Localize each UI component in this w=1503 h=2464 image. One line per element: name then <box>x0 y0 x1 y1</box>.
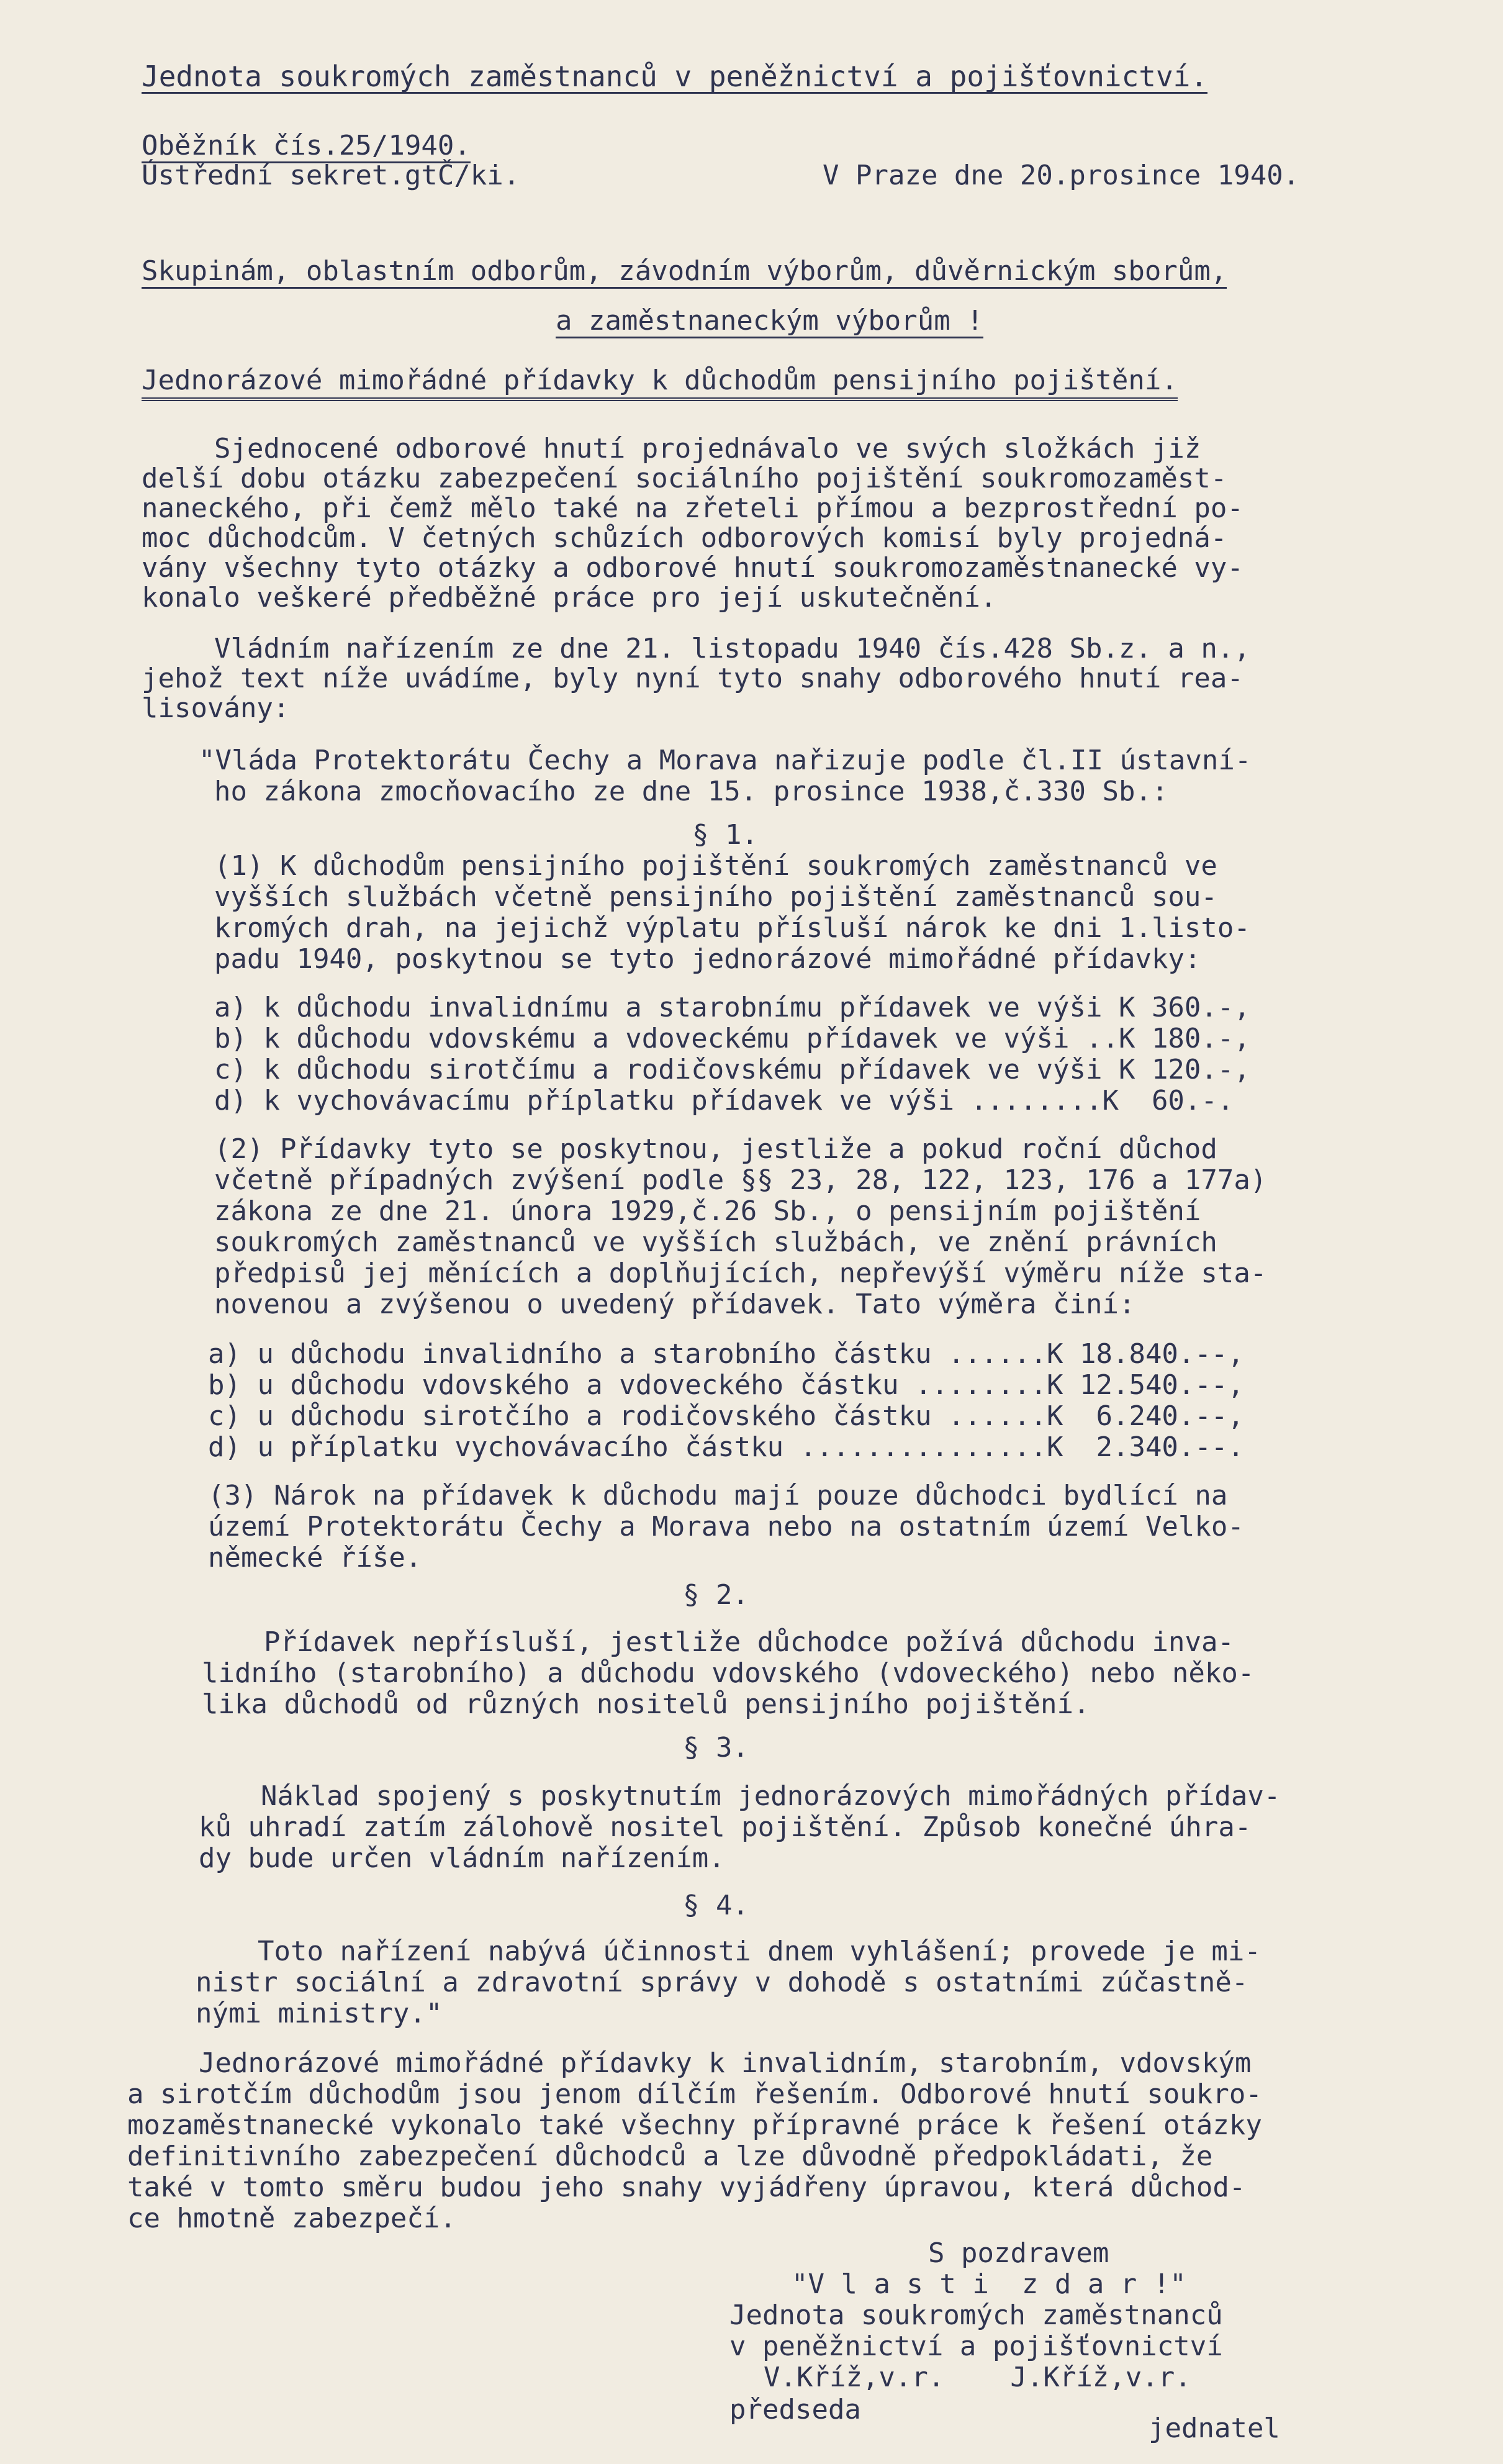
section-1-paragraph-3: území Protektorátu Čechy a Morava nebo na ostatním území Velko- <box>208 1511 1244 1542</box>
decree-head-line: "Vláda Protektorátu Čechy a Morava nařizuje podle čl.II ústavní- <box>199 745 1252 776</box>
signatory-names: V.Kříž,v.r. J.Kříž,v.r. <box>764 2362 1191 2393</box>
section-1-paragraph-1: kromých drah, na jejichž výplatu přísluší nárok ke dni 1.listo- <box>214 912 1250 944</box>
section-3-line: ků uhradí zatím zálohově nositel pojištění. Způsob konečné úhra- <box>199 1811 1252 1843</box>
limit-item: a) u důchodu invalidního a starobního částku ......K 18.840.--, <box>208 1338 1244 1370</box>
circular-number: Oběžník čís.25/1940. <box>142 130 471 163</box>
section-4-title: § 4. <box>683 1890 749 1921</box>
section-1-paragraph-2: zákona ze dne 21. února 1929,č.26 Sb., o pensijním pojištění <box>214 1195 1201 1227</box>
section-1-paragraph-1: vyšších službách včetně pensijního pojištění zaměstnanců sou- <box>214 881 1217 913</box>
closing-line: definitivního zabezpečení důchodců a lze důvodně předpokládati, že <box>127 2140 1213 2172</box>
section-1-paragraph-1: (1) K důchodům pensijního pojištění soukromých zaměstnanců ve <box>214 850 1217 882</box>
decree-head-line: ho zákona zmocňovacího ze dne 15. prosince 1938,č.330 Sb.: <box>214 776 1168 807</box>
intro-line: naneckého, při čemž mělo také na zřeteli přímou a bezprostřední po- <box>142 492 1243 524</box>
signature-organization: Jednota soukromých zaměstnanců <box>729 2299 1223 2331</box>
intro-line: delší dobu otázku zabezpečení sociálního pojištění soukromozaměst- <box>142 463 1227 494</box>
office-reference: Ústřední sekret.gtČ/ki. <box>142 160 520 191</box>
closing-line: ce hmotně zabezpečí. <box>127 2203 456 2234</box>
section-1-paragraph-2: novenou a zvýšenou o uvedený přídavek. Tato výměra činí: <box>214 1289 1135 1320</box>
section-3-line: Náklad spojený s poskytnutím jednorázových mimořádných přídav- <box>261 1780 1281 1812</box>
closing-line: také v tomto směru budou jeho snahy vyjádřeny úpravou, která důchod- <box>127 2172 1246 2203</box>
section-1-paragraph-3: německé říše. <box>208 1542 422 1574</box>
address-line-2: a zaměstnaneckým výborům ! <box>556 306 983 338</box>
section-1-paragraph-2: předpisů jej měnících a doplňujících, nepřevýší výměru níže sta- <box>214 1257 1267 1289</box>
section-1-paragraph-3: (3) Nárok na přídavek k důchodu mají pouze důchodci bydlící na <box>208 1480 1228 1511</box>
section-1-paragraph-2: (2) Přídavky tyto se poskytnou, jestliže a pokud roční důchod <box>214 1133 1217 1165</box>
section-4-line: nistr sociální a zdravotní správy v dohodě s ostatními zúčastně- <box>196 1967 1248 1998</box>
limit-item: c) u důchodu sirotčího a rodičovského částku ......K 6.240.--, <box>208 1400 1244 1432</box>
section-4-line: Toto nařízení nabývá účinnosti dnem vyhlášení; provede je mi- <box>258 1936 1261 1967</box>
section-2-title: § 2. <box>683 1579 749 1611</box>
section-2-line: lika důchodů od různých nositelů pensijního pojištění. <box>202 1688 1090 1720</box>
intro-line: konalo veškeré předběžné práce pro její uskutečnění. <box>142 582 997 614</box>
closing-line: mozaměstnanecké vykonalo také všechny přípravné práce k řešení otázky <box>127 2109 1262 2141</box>
intro-line: moc důchodcům. V četných schůzích odborových komisí byly projedná- <box>142 522 1227 554</box>
greeting: S pozdravem <box>928 2237 1109 2269</box>
section-3-line: dy bude určen vládním nařízením. <box>199 1842 725 1874</box>
section-4-line: nými ministry." <box>196 1998 443 2029</box>
signatory-role-secretary: jednatel <box>1149 2412 1280 2444</box>
subject-heading: Jednorázové mimořádné přídavky k důchodům pensijního pojištění. <box>142 365 1178 401</box>
allowance-item: d) k vychovávacímu příplatku přídavek ve výši ........K 60.-. <box>214 1085 1234 1116</box>
intro-line: vány všechny tyto otázky a odborové hnutí soukromozaměstnanecké vy- <box>142 552 1243 584</box>
closing-line: Jednorázové mimořádné přídavky k invalidním, starobním, vdovským <box>199 2047 1252 2079</box>
document-date: V Praze dne 20.prosince 1940. <box>823 160 1300 191</box>
limit-item: d) u příplatku vychovávacího částku ...............K 2.340.--. <box>208 1431 1244 1463</box>
section-2-line: Přídavek nepřísluší, jestliže důchodce požívá důchodu inva- <box>264 1626 1234 1658</box>
section-3-title: § 3. <box>683 1732 749 1764</box>
section-1-paragraph-1: padu 1940, poskytnou se tyto jednorázové mimořádné přídavky: <box>214 943 1201 975</box>
motto: "V l a s t i z d a r !" <box>792 2268 1186 2300</box>
section-2-line: lidního (starobního) a důchodu vdovského (vdoveckého) nebo něko- <box>202 1657 1255 1689</box>
address-line-1: Skupinám, oblastním odborům, závodním výborům, důvěrnickým sborům, <box>142 256 1227 289</box>
section-1-paragraph-2: včetně případných zvýšení podle §§ 23, 28, 122, 123, 176 a 177a) <box>214 1164 1267 1196</box>
allowance-item: c) k důchodu sirotčímu a rodičovskému přídavek ve výši K 120.-, <box>214 1054 1250 1085</box>
section-1-title: § 1. <box>692 819 758 851</box>
decree-intro-line: Vládním nařízením ze dne 21. listopadu 1940 čís.428 Sb.z. a n., <box>214 633 1250 664</box>
organization-header: Jednota soukromých zaměstnanců v peněžnictví a pojišťovnictví. <box>142 60 1208 93</box>
closing-line: a sirotčím důchodům jsou jenom dílčím řešením. Odborové hnutí soukro- <box>127 2078 1262 2110</box>
signature-organization: v peněžnictví a pojišťovnictví <box>729 2330 1223 2362</box>
decree-intro-line: lisovány: <box>142 692 290 724</box>
intro-line: Sjednocené odborové hnutí projednávalo ve svých složkách již <box>214 433 1201 464</box>
limit-item: b) u důchodu vdovského a vdoveckého částku ........K 12.540.--, <box>208 1369 1244 1401</box>
section-1-paragraph-2: soukromých zaměstnanců ve vyšších službách, ve znění právních <box>214 1226 1217 1258</box>
signatory-role-chairman: předseda <box>729 2394 861 2426</box>
decree-intro-line: jehož text níže uvádíme, byly nyní tyto snahy odborového hnutí rea- <box>142 663 1243 694</box>
allowance-item: a) k důchodu invalidnímu a starobnímu přídavek ve výši K 360.-, <box>214 992 1250 1023</box>
allowance-item: b) k důchodu vdovskému a vdoveckému přídavek ve výši ..K 180.-, <box>214 1023 1250 1054</box>
